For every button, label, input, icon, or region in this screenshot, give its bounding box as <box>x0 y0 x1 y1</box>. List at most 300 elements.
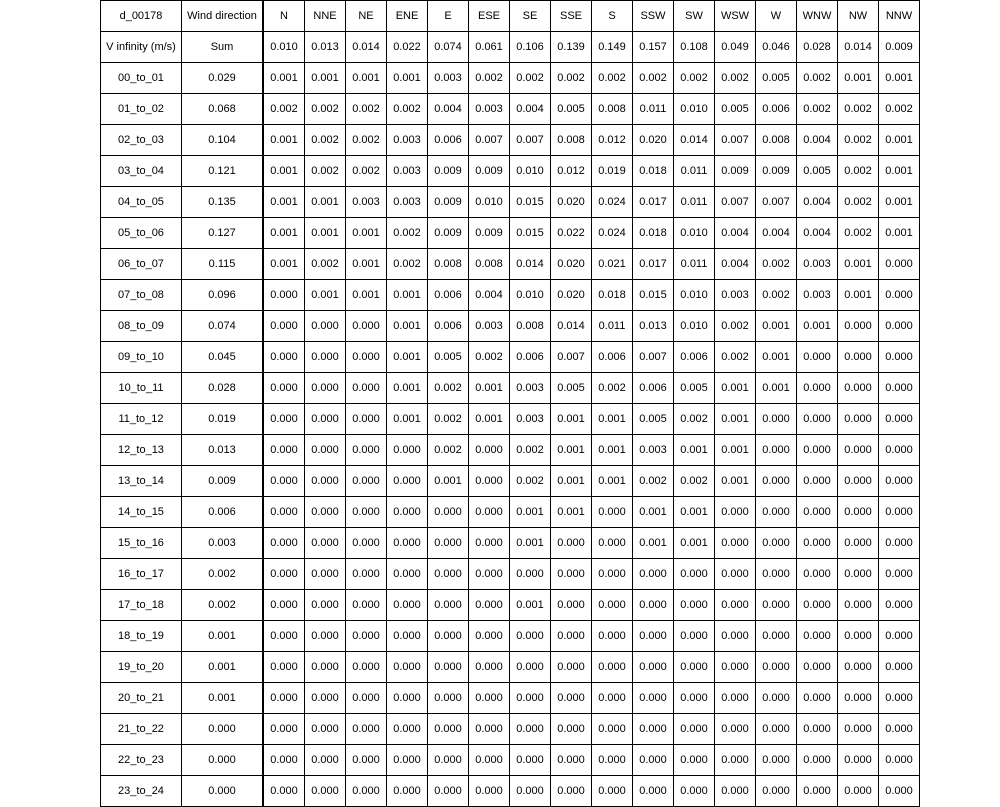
frequency-cell: 0.002 <box>510 63 551 94</box>
frequency-cell: 0.002 <box>387 94 428 125</box>
table-row <box>101 94 920 125</box>
frequency-cell: 0.001 <box>551 497 592 528</box>
frequency-cell: 0.001 <box>346 218 387 249</box>
frequency-cell: 0.015 <box>633 280 674 311</box>
frequency-cell: 0.000 <box>879 621 920 652</box>
frequency-cell: 0.014 <box>510 249 551 280</box>
frequency-cell: 0.002 <box>715 342 756 373</box>
frequency-cell: 0.000 <box>756 745 797 776</box>
frequency-cell: 0.002 <box>674 63 715 94</box>
row-sum-cell: 0.002 <box>182 590 264 621</box>
frequency-cell: 0.000 <box>263 714 305 745</box>
frequency-cell: 0.002 <box>592 373 633 404</box>
frequency-cell: 0.010 <box>510 280 551 311</box>
frequency-cell: 0.005 <box>756 63 797 94</box>
frequency-cell: 0.001 <box>592 435 633 466</box>
frequency-cell: 0.010 <box>674 311 715 342</box>
frequency-cell: 0.007 <box>633 342 674 373</box>
table-container <box>100 0 920 807</box>
frequency-cell: 0.000 <box>838 497 879 528</box>
frequency-cell: 0.000 <box>797 342 838 373</box>
frequency-cell: 0.000 <box>469 621 510 652</box>
frequency-cell: 0.001 <box>715 373 756 404</box>
frequency-cell: 0.000 <box>551 652 592 683</box>
direction-header: NNW <box>879 1 920 32</box>
direction-sum-cell: 0.108 <box>674 32 715 63</box>
frequency-cell: 0.000 <box>756 404 797 435</box>
sum-label: Sum <box>182 32 264 63</box>
frequency-cell: 0.002 <box>387 218 428 249</box>
frequency-cell: 0.002 <box>263 94 305 125</box>
frequency-cell: 0.003 <box>346 187 387 218</box>
frequency-cell: 0.000 <box>879 652 920 683</box>
frequency-cell: 0.001 <box>510 497 551 528</box>
row-sum-cell: 0.074 <box>182 311 264 342</box>
frequency-cell: 0.001 <box>346 63 387 94</box>
frequency-cell: 0.001 <box>674 528 715 559</box>
frequency-cell: 0.000 <box>633 745 674 776</box>
frequency-cell: 0.000 <box>674 590 715 621</box>
frequency-cell: 0.003 <box>797 249 838 280</box>
frequency-cell: 0.011 <box>592 311 633 342</box>
frequency-cell: 0.003 <box>510 373 551 404</box>
frequency-cell: 0.001 <box>838 249 879 280</box>
row-sum-cell: 0.019 <box>182 404 264 435</box>
frequency-cell: 0.000 <box>838 559 879 590</box>
frequency-cell: 0.003 <box>633 435 674 466</box>
frequency-cell: 0.000 <box>263 280 305 311</box>
frequency-cell: 0.002 <box>592 63 633 94</box>
frequency-cell: 0.001 <box>879 125 920 156</box>
frequency-cell: 0.000 <box>510 652 551 683</box>
frequency-cell: 0.008 <box>469 249 510 280</box>
frequency-cell: 0.000 <box>510 776 551 807</box>
speed-range-cell: 09_to_10 <box>101 342 182 373</box>
frequency-cell: 0.001 <box>592 404 633 435</box>
frequency-cell: 0.001 <box>715 466 756 497</box>
frequency-cell: 0.000 <box>510 745 551 776</box>
frequency-cell: 0.000 <box>756 528 797 559</box>
frequency-cell: 0.002 <box>797 63 838 94</box>
row-sum-cell: 0.001 <box>182 621 264 652</box>
speed-range-cell: 00_to_01 <box>101 63 182 94</box>
frequency-cell: 0.001 <box>633 497 674 528</box>
frequency-cell: 0.000 <box>469 776 510 807</box>
frequency-cell: 0.000 <box>428 745 469 776</box>
frequency-cell: 0.003 <box>387 125 428 156</box>
frequency-cell: 0.000 <box>756 683 797 714</box>
frequency-cell: 0.000 <box>263 590 305 621</box>
table-row <box>101 435 920 466</box>
frequency-cell: 0.010 <box>469 187 510 218</box>
table-row <box>101 621 920 652</box>
speed-range-cell: 14_to_15 <box>101 497 182 528</box>
direction-sum-cell: 0.157 <box>633 32 674 63</box>
frequency-cell: 0.000 <box>674 776 715 807</box>
speed-range-cell: 16_to_17 <box>101 559 182 590</box>
frequency-cell: 0.005 <box>551 94 592 125</box>
frequency-cell: 0.000 <box>838 621 879 652</box>
frequency-cell: 0.001 <box>387 63 428 94</box>
dataset-id: d_00178 <box>101 1 182 32</box>
frequency-cell: 0.001 <box>263 156 305 187</box>
frequency-cell: 0.001 <box>674 435 715 466</box>
frequency-cell: 0.000 <box>263 497 305 528</box>
frequency-cell: 0.000 <box>305 466 346 497</box>
frequency-cell: 0.000 <box>346 683 387 714</box>
table-row <box>101 156 920 187</box>
speed-range-cell: 06_to_07 <box>101 249 182 280</box>
row-sum-cell: 0.001 <box>182 683 264 714</box>
frequency-cell: 0.002 <box>305 249 346 280</box>
frequency-cell: 0.000 <box>838 652 879 683</box>
frequency-cell: 0.009 <box>469 156 510 187</box>
frequency-cell: 0.000 <box>305 528 346 559</box>
frequency-cell: 0.000 <box>879 745 920 776</box>
row-sum-cell: 0.013 <box>182 435 264 466</box>
row-sum-cell: 0.000 <box>182 714 264 745</box>
frequency-cell: 0.000 <box>305 559 346 590</box>
frequency-cell: 0.004 <box>797 187 838 218</box>
frequency-cell: 0.000 <box>346 435 387 466</box>
speed-range-cell: 11_to_12 <box>101 404 182 435</box>
frequency-cell: 0.000 <box>263 466 305 497</box>
table-row <box>101 683 920 714</box>
direction-header: SW <box>674 1 715 32</box>
direction-header: S <box>592 1 633 32</box>
frequency-cell: 0.008 <box>510 311 551 342</box>
frequency-cell: 0.003 <box>428 63 469 94</box>
frequency-cell: 0.000 <box>633 776 674 807</box>
frequency-cell: 0.000 <box>838 590 879 621</box>
row-sum-cell: 0.009 <box>182 466 264 497</box>
frequency-cell: 0.024 <box>592 218 633 249</box>
table-body <box>101 1 920 807</box>
frequency-cell: 0.001 <box>797 311 838 342</box>
frequency-cell: 0.002 <box>838 125 879 156</box>
frequency-cell: 0.000 <box>263 621 305 652</box>
row-sum-cell: 0.121 <box>182 156 264 187</box>
frequency-cell: 0.000 <box>346 466 387 497</box>
frequency-cell: 0.000 <box>387 497 428 528</box>
frequency-cell: 0.002 <box>305 156 346 187</box>
frequency-cell: 0.002 <box>346 94 387 125</box>
frequency-cell: 0.018 <box>633 218 674 249</box>
frequency-cell: 0.000 <box>633 683 674 714</box>
frequency-cell: 0.000 <box>633 590 674 621</box>
frequency-cell: 0.000 <box>469 652 510 683</box>
frequency-cell: 0.000 <box>263 683 305 714</box>
direction-sum-cell: 0.022 <box>387 32 428 63</box>
direction-sum-cell: 0.139 <box>551 32 592 63</box>
frequency-cell: 0.000 <box>346 776 387 807</box>
row-sum-cell: 0.135 <box>182 187 264 218</box>
frequency-cell: 0.018 <box>633 156 674 187</box>
direction-header: ESE <box>469 1 510 32</box>
frequency-cell: 0.000 <box>551 714 592 745</box>
frequency-cell: 0.000 <box>263 373 305 404</box>
frequency-cell: 0.000 <box>346 621 387 652</box>
frequency-cell: 0.007 <box>551 342 592 373</box>
frequency-cell: 0.014 <box>674 125 715 156</box>
frequency-cell: 0.000 <box>551 776 592 807</box>
frequency-cell: 0.000 <box>715 745 756 776</box>
direction-header: N <box>263 1 305 32</box>
frequency-cell: 0.000 <box>263 311 305 342</box>
frequency-cell: 0.000 <box>715 776 756 807</box>
frequency-cell: 0.000 <box>510 559 551 590</box>
frequency-cell: 0.004 <box>428 94 469 125</box>
wind-frequency-table <box>100 0 920 807</box>
frequency-cell: 0.002 <box>715 311 756 342</box>
frequency-cell: 0.000 <box>674 559 715 590</box>
frequency-cell: 0.000 <box>674 621 715 652</box>
frequency-cell: 0.000 <box>346 404 387 435</box>
frequency-cell: 0.001 <box>838 63 879 94</box>
frequency-cell: 0.000 <box>428 590 469 621</box>
frequency-cell: 0.000 <box>346 745 387 776</box>
frequency-cell: 0.006 <box>633 373 674 404</box>
frequency-cell: 0.000 <box>469 683 510 714</box>
frequency-cell: 0.000 <box>387 559 428 590</box>
frequency-cell: 0.000 <box>346 559 387 590</box>
frequency-cell: 0.000 <box>592 559 633 590</box>
frequency-cell: 0.000 <box>879 373 920 404</box>
frequency-cell: 0.005 <box>715 94 756 125</box>
frequency-cell: 0.007 <box>510 125 551 156</box>
frequency-cell: 0.004 <box>797 125 838 156</box>
frequency-cell: 0.000 <box>387 621 428 652</box>
frequency-cell: 0.000 <box>756 776 797 807</box>
frequency-cell: 0.001 <box>263 249 305 280</box>
frequency-cell: 0.000 <box>510 714 551 745</box>
frequency-cell: 0.000 <box>879 497 920 528</box>
frequency-cell: 0.001 <box>879 156 920 187</box>
sum-row <box>101 32 920 63</box>
frequency-cell: 0.001 <box>715 404 756 435</box>
frequency-cell: 0.000 <box>838 404 879 435</box>
frequency-cell: 0.003 <box>715 280 756 311</box>
frequency-cell: 0.002 <box>633 63 674 94</box>
frequency-cell: 0.000 <box>551 559 592 590</box>
row-sum-cell: 0.104 <box>182 125 264 156</box>
frequency-cell: 0.000 <box>879 683 920 714</box>
frequency-cell: 0.000 <box>469 559 510 590</box>
row-sum-cell: 0.002 <box>182 559 264 590</box>
frequency-cell: 0.000 <box>305 745 346 776</box>
frequency-cell: 0.001 <box>469 404 510 435</box>
direction-header: SE <box>510 1 551 32</box>
frequency-cell: 0.001 <box>305 280 346 311</box>
frequency-cell: 0.000 <box>428 776 469 807</box>
frequency-cell: 0.000 <box>346 342 387 373</box>
row-sum-cell: 0.115 <box>182 249 264 280</box>
frequency-cell: 0.000 <box>879 590 920 621</box>
frequency-cell: 0.001 <box>879 187 920 218</box>
frequency-cell: 0.002 <box>428 404 469 435</box>
frequency-cell: 0.000 <box>797 466 838 497</box>
frequency-cell: 0.001 <box>387 280 428 311</box>
frequency-cell: 0.000 <box>756 497 797 528</box>
frequency-cell: 0.000 <box>387 683 428 714</box>
frequency-cell: 0.000 <box>469 745 510 776</box>
direction-sum-cell: 0.014 <box>346 32 387 63</box>
frequency-cell: 0.000 <box>387 466 428 497</box>
frequency-cell: 0.000 <box>756 466 797 497</box>
frequency-cell: 0.000 <box>346 528 387 559</box>
speed-range-cell: 08_to_09 <box>101 311 182 342</box>
frequency-cell: 0.005 <box>797 156 838 187</box>
frequency-cell: 0.000 <box>551 590 592 621</box>
frequency-cell: 0.000 <box>879 311 920 342</box>
direction-header: WSW <box>715 1 756 32</box>
table-row <box>101 63 920 94</box>
speed-range-cell: 13_to_14 <box>101 466 182 497</box>
wind-direction-label: Wind direction <box>182 1 264 32</box>
frequency-cell: 0.000 <box>305 590 346 621</box>
frequency-cell: 0.001 <box>305 187 346 218</box>
frequency-cell: 0.000 <box>715 621 756 652</box>
frequency-cell: 0.000 <box>838 342 879 373</box>
frequency-cell: 0.000 <box>674 683 715 714</box>
frequency-cell: 0.002 <box>838 156 879 187</box>
frequency-cell: 0.001 <box>387 342 428 373</box>
direction-sum-cell: 0.049 <box>715 32 756 63</box>
frequency-cell: 0.000 <box>305 652 346 683</box>
frequency-cell: 0.002 <box>756 280 797 311</box>
frequency-cell: 0.000 <box>674 714 715 745</box>
frequency-cell: 0.019 <box>592 156 633 187</box>
frequency-cell: 0.000 <box>387 776 428 807</box>
frequency-cell: 0.002 <box>674 466 715 497</box>
frequency-cell: 0.000 <box>263 776 305 807</box>
table-row <box>101 590 920 621</box>
header-row <box>101 1 920 32</box>
frequency-cell: 0.002 <box>387 249 428 280</box>
frequency-cell: 0.010 <box>510 156 551 187</box>
frequency-cell: 0.006 <box>674 342 715 373</box>
frequency-cell: 0.000 <box>387 528 428 559</box>
frequency-cell: 0.000 <box>346 311 387 342</box>
frequency-cell: 0.000 <box>879 342 920 373</box>
frequency-cell: 0.009 <box>428 187 469 218</box>
frequency-cell: 0.002 <box>797 94 838 125</box>
direction-sum-cell: 0.074 <box>428 32 469 63</box>
frequency-cell: 0.000 <box>797 776 838 807</box>
row-sum-cell: 0.000 <box>182 745 264 776</box>
frequency-cell: 0.000 <box>305 621 346 652</box>
frequency-cell: 0.002 <box>510 466 551 497</box>
frequency-cell: 0.000 <box>592 683 633 714</box>
direction-header: NNE <box>305 1 346 32</box>
frequency-cell: 0.004 <box>469 280 510 311</box>
frequency-cell: 0.000 <box>469 497 510 528</box>
speed-range-cell: 20_to_21 <box>101 683 182 714</box>
frequency-cell: 0.022 <box>551 218 592 249</box>
frequency-cell: 0.001 <box>715 435 756 466</box>
direction-sum-cell: 0.106 <box>510 32 551 63</box>
frequency-cell: 0.000 <box>428 497 469 528</box>
frequency-cell: 0.012 <box>551 156 592 187</box>
frequency-cell: 0.001 <box>756 373 797 404</box>
frequency-cell: 0.009 <box>469 218 510 249</box>
frequency-cell: 0.000 <box>428 714 469 745</box>
table-row <box>101 714 920 745</box>
direction-header: E <box>428 1 469 32</box>
frequency-cell: 0.002 <box>428 373 469 404</box>
frequency-cell: 0.000 <box>797 714 838 745</box>
direction-sum-cell: 0.046 <box>756 32 797 63</box>
frequency-cell: 0.009 <box>428 156 469 187</box>
frequency-cell: 0.003 <box>469 94 510 125</box>
frequency-cell: 0.002 <box>633 466 674 497</box>
direction-sum-cell: 0.028 <box>797 32 838 63</box>
frequency-cell: 0.001 <box>879 63 920 94</box>
frequency-cell: 0.006 <box>428 280 469 311</box>
frequency-cell: 0.000 <box>551 683 592 714</box>
speed-range-cell: 10_to_11 <box>101 373 182 404</box>
speed-range-cell: 19_to_20 <box>101 652 182 683</box>
frequency-cell: 0.000 <box>838 683 879 714</box>
speed-range-cell: 01_to_02 <box>101 94 182 125</box>
frequency-cell: 0.000 <box>551 621 592 652</box>
frequency-cell: 0.004 <box>510 94 551 125</box>
frequency-cell: 0.000 <box>797 559 838 590</box>
row-sum-cell: 0.001 <box>182 652 264 683</box>
table-row <box>101 280 920 311</box>
frequency-cell: 0.002 <box>428 435 469 466</box>
frequency-cell: 0.024 <box>592 187 633 218</box>
row-sum-cell: 0.096 <box>182 280 264 311</box>
frequency-cell: 0.012 <box>592 125 633 156</box>
frequency-cell: 0.000 <box>592 652 633 683</box>
frequency-cell: 0.000 <box>797 683 838 714</box>
frequency-cell: 0.000 <box>305 683 346 714</box>
table-row <box>101 559 920 590</box>
frequency-cell: 0.005 <box>428 342 469 373</box>
frequency-cell: 0.000 <box>756 652 797 683</box>
table-row <box>101 497 920 528</box>
frequency-cell: 0.000 <box>756 559 797 590</box>
frequency-cell: 0.000 <box>715 590 756 621</box>
frequency-cell: 0.000 <box>346 373 387 404</box>
frequency-cell: 0.000 <box>756 714 797 745</box>
frequency-cell: 0.004 <box>756 218 797 249</box>
speed-unit-label: V infinity (m/s) <box>101 32 182 63</box>
frequency-cell: 0.000 <box>305 404 346 435</box>
frequency-cell: 0.000 <box>838 714 879 745</box>
frequency-cell: 0.000 <box>469 590 510 621</box>
frequency-cell: 0.000 <box>469 714 510 745</box>
frequency-cell: 0.000 <box>838 528 879 559</box>
frequency-cell: 0.000 <box>879 435 920 466</box>
frequency-cell: 0.000 <box>305 497 346 528</box>
frequency-cell: 0.001 <box>387 404 428 435</box>
frequency-cell: 0.000 <box>715 528 756 559</box>
frequency-cell: 0.002 <box>838 94 879 125</box>
frequency-cell: 0.000 <box>263 435 305 466</box>
frequency-cell: 0.000 <box>879 466 920 497</box>
frequency-cell: 0.009 <box>428 218 469 249</box>
frequency-cell: 0.001 <box>263 63 305 94</box>
frequency-cell: 0.015 <box>510 218 551 249</box>
frequency-cell: 0.003 <box>469 311 510 342</box>
frequency-cell: 0.000 <box>838 466 879 497</box>
frequency-cell: 0.000 <box>592 590 633 621</box>
frequency-cell: 0.001 <box>263 187 305 218</box>
frequency-cell: 0.001 <box>305 218 346 249</box>
frequency-cell: 0.006 <box>428 125 469 156</box>
